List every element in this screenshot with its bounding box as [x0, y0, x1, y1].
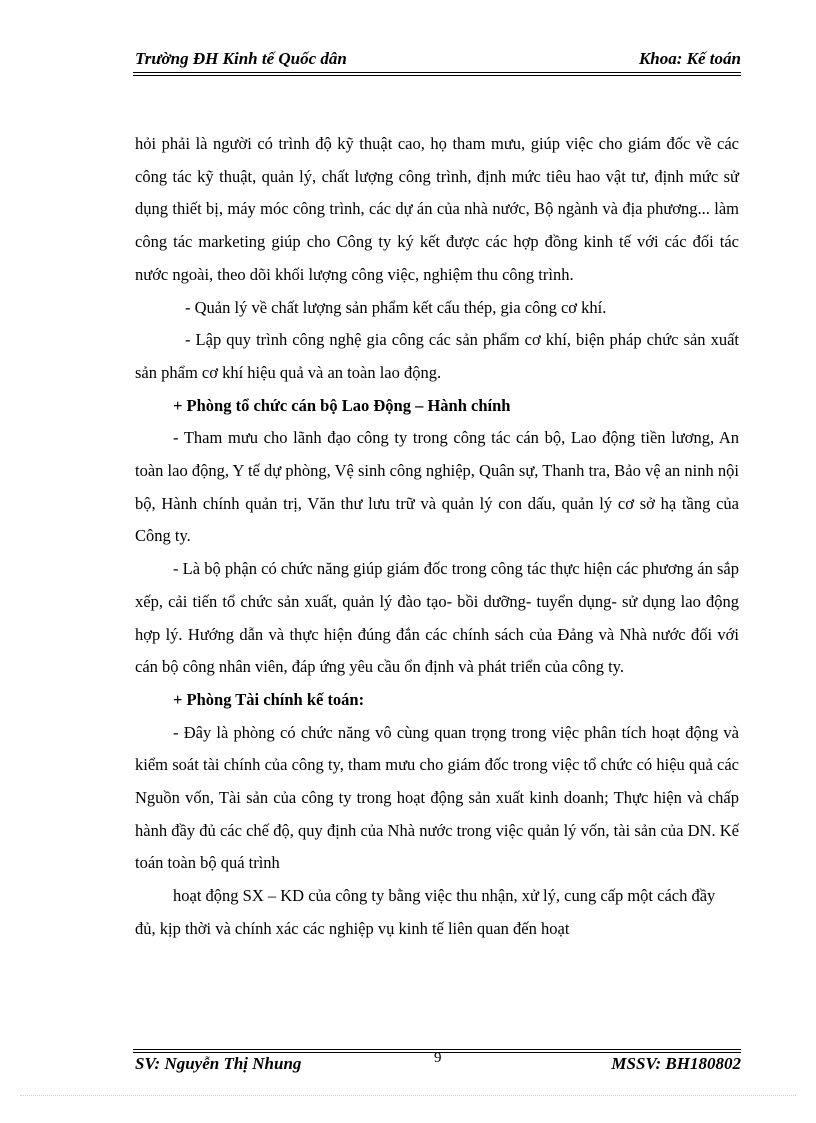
page-footer: [135, 1050, 741, 1078]
header-rule-thin: [133, 75, 741, 76]
paragraph-finance-activity: hoạt động SX – KD của công ty bằng việc thu nhận, xử lý, cung cấp một cách đầy đủ, kịp thời và chính xác các nghiệp vụ kinh tế liên quan đến hoạt: [135, 886, 716, 938]
page-number: 9: [434, 1050, 442, 1066]
paragraph-quality: - Quản lý về chất lượng sản phẩm kết cấu thép, gia công cơ khí.: [185, 297, 607, 317]
header-school: Trường ĐH Kinh tế Quốc dân: [135, 49, 347, 68]
paragraph-process: - Lập quy trình công nghệ gia công các sản phẩm cơ khí, biện pháp chức sản xuất sản phẩm cơ khí hiệu quả và an toàn lao động.: [135, 330, 739, 382]
page-bottom-dotted-line: [20, 1095, 796, 1096]
header-rule: [133, 72, 741, 73]
page-body: [135, 128, 739, 946]
paragraph-finance-role: - Đây là phòng có chức năng vô cùng quan trọng trong việc phân tích hoạt động và kiểm soát tài chính của công ty, tham mưu cho giám đốc trong việc tổ chức có hiệu quả các Nguồn vốn, Tài sản của công ty trong hoạt động sản xuất kinh doanh; Thực hiện và chấp hành đầy đủ các chế độ, quy định của Nhà nước trong việc quản lý vốn, tài sản của DN. Kế toán toàn bộ quá trình: [135, 722, 739, 873]
footer-student-id: MSSV: BH180802: [611, 1054, 741, 1073]
page-header: [135, 49, 741, 73]
section-heading-personnel: + Phòng tổ chức cán bộ Lao Động – Hành chính: [173, 395, 511, 415]
header-faculty: Khoa: Kế toán: [638, 49, 741, 68]
paragraph-personnel-role: - Là bộ phận có chức năng giúp giám đốc trong công tác thực hiện các phương án sắp xếp, cải tiến tổ chức sản xuất, quản lý đào tạo- bồi dưỡng- tuyển dụng- sử dụng lao động hợp lý. Hướng dẫn và thực hiện đúng đắn các chính sách của Đảng và Nhà nước đối với cán bộ công nhân viên, đáp ứng yêu cầu ổn định và phát triển của công ty.: [135, 559, 739, 677]
paragraph-personnel-advice: - Tham mưu cho lãnh đạo công ty trong công tác cán bộ, Lao động tiền lương, An toàn lao động, Y tế dự phòng, Vệ sinh công nghiệp, Quân sự, Thanh tra, Bảo vệ an ninh nội bộ, Hành chính quản trị, Văn thư lưu trữ và quản lý con dấu, quản lý cơ sở hạ tầng của Công ty.: [135, 428, 739, 546]
section-heading-finance: + Phòng Tài chính kế toán:: [173, 689, 365, 709]
footer-student: SV: Nguyễn Thị Nhung: [135, 1054, 302, 1073]
paragraph-continued: hỏi phải là người có trình độ kỹ thuật cao, họ tham mưu, giúp việc cho giám đốc về các công tác kỹ thuật, quản lý, chất lượng công trình, định mức tiêu hao vật tư, định mức sử dụng thiết bị, máy móc công trình, các dự án của nhà nước, Bộ ngành và địa phương... làm công tác marketing giúp cho Công ty ký kết được các hợp đồng kinh tế với các đối tác nước ngoài, theo dõi khối lượng công việc, nghiệm thu công trình.: [135, 134, 739, 284]
